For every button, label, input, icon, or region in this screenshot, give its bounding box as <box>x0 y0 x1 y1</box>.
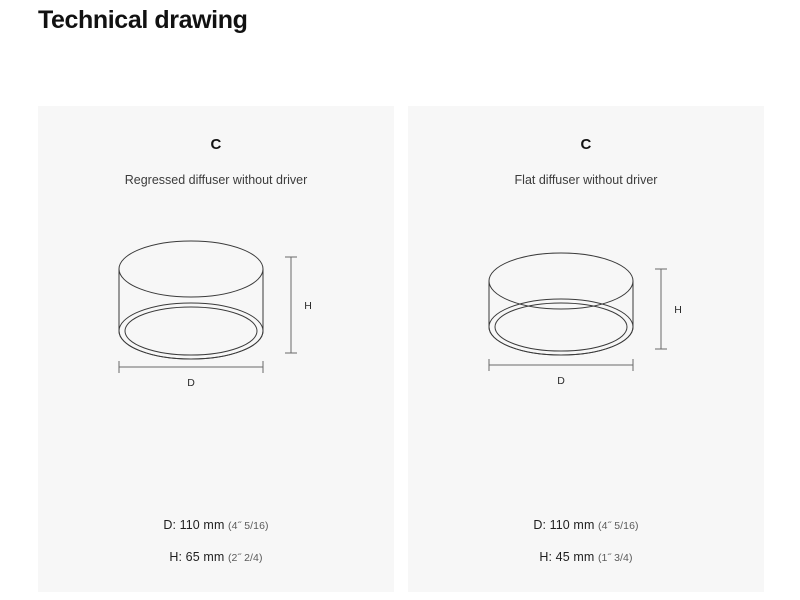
spec-list <box>38 518 394 564</box>
diffuser-outer-ring <box>489 299 633 355</box>
h-dimension-label: H <box>674 304 682 316</box>
card-letter: C <box>580 136 592 153</box>
drawing-area <box>408 209 764 459</box>
spec-diameter-metric: D: 110 mm <box>163 518 225 532</box>
d-dimension-label: D <box>187 377 195 389</box>
spec-height-imperial: (1˝ 3/4) <box>597 552 633 564</box>
card-subtitle: Flat diffuser without driver <box>514 173 658 187</box>
h-dimension-label: H <box>304 300 312 312</box>
card-letter: C <box>210 136 222 153</box>
drawing-card-flat <box>408 106 764 592</box>
drawing-card-regressed <box>38 106 394 592</box>
spec-diameter <box>408 518 764 532</box>
flat-diffuser-drawing <box>456 209 716 439</box>
cylinder-top-ellipse <box>119 241 263 297</box>
regressed-diffuser-drawing <box>86 209 346 439</box>
drawing-area <box>38 209 394 459</box>
card-subtitle: Regressed diffuser without driver <box>124 173 308 187</box>
spec-height-imperial: (2˝ 2/4) <box>227 552 263 564</box>
spec-diameter-imperial: (4˝ 5/16) <box>228 520 269 532</box>
drawing-cards-container <box>38 106 764 592</box>
diffuser-inner-ring <box>125 307 257 355</box>
spec-height-metric: H: 65 mm <box>169 550 225 564</box>
cylinder-top-ellipse <box>489 253 633 309</box>
spec-list <box>408 518 764 564</box>
spec-diameter-metric: D: 110 mm <box>533 518 595 532</box>
diffuser-outer-ring <box>119 303 263 359</box>
spec-diameter <box>38 518 394 532</box>
spec-height <box>38 550 394 564</box>
diffuser-inner-ring <box>495 303 627 351</box>
page-title: Technical drawing <box>38 6 248 34</box>
spec-height <box>408 550 764 564</box>
spec-diameter-imperial: (4˝ 5/16) <box>598 520 639 532</box>
d-dimension-label: D <box>557 375 565 387</box>
spec-height-metric: H: 45 mm <box>539 550 595 564</box>
